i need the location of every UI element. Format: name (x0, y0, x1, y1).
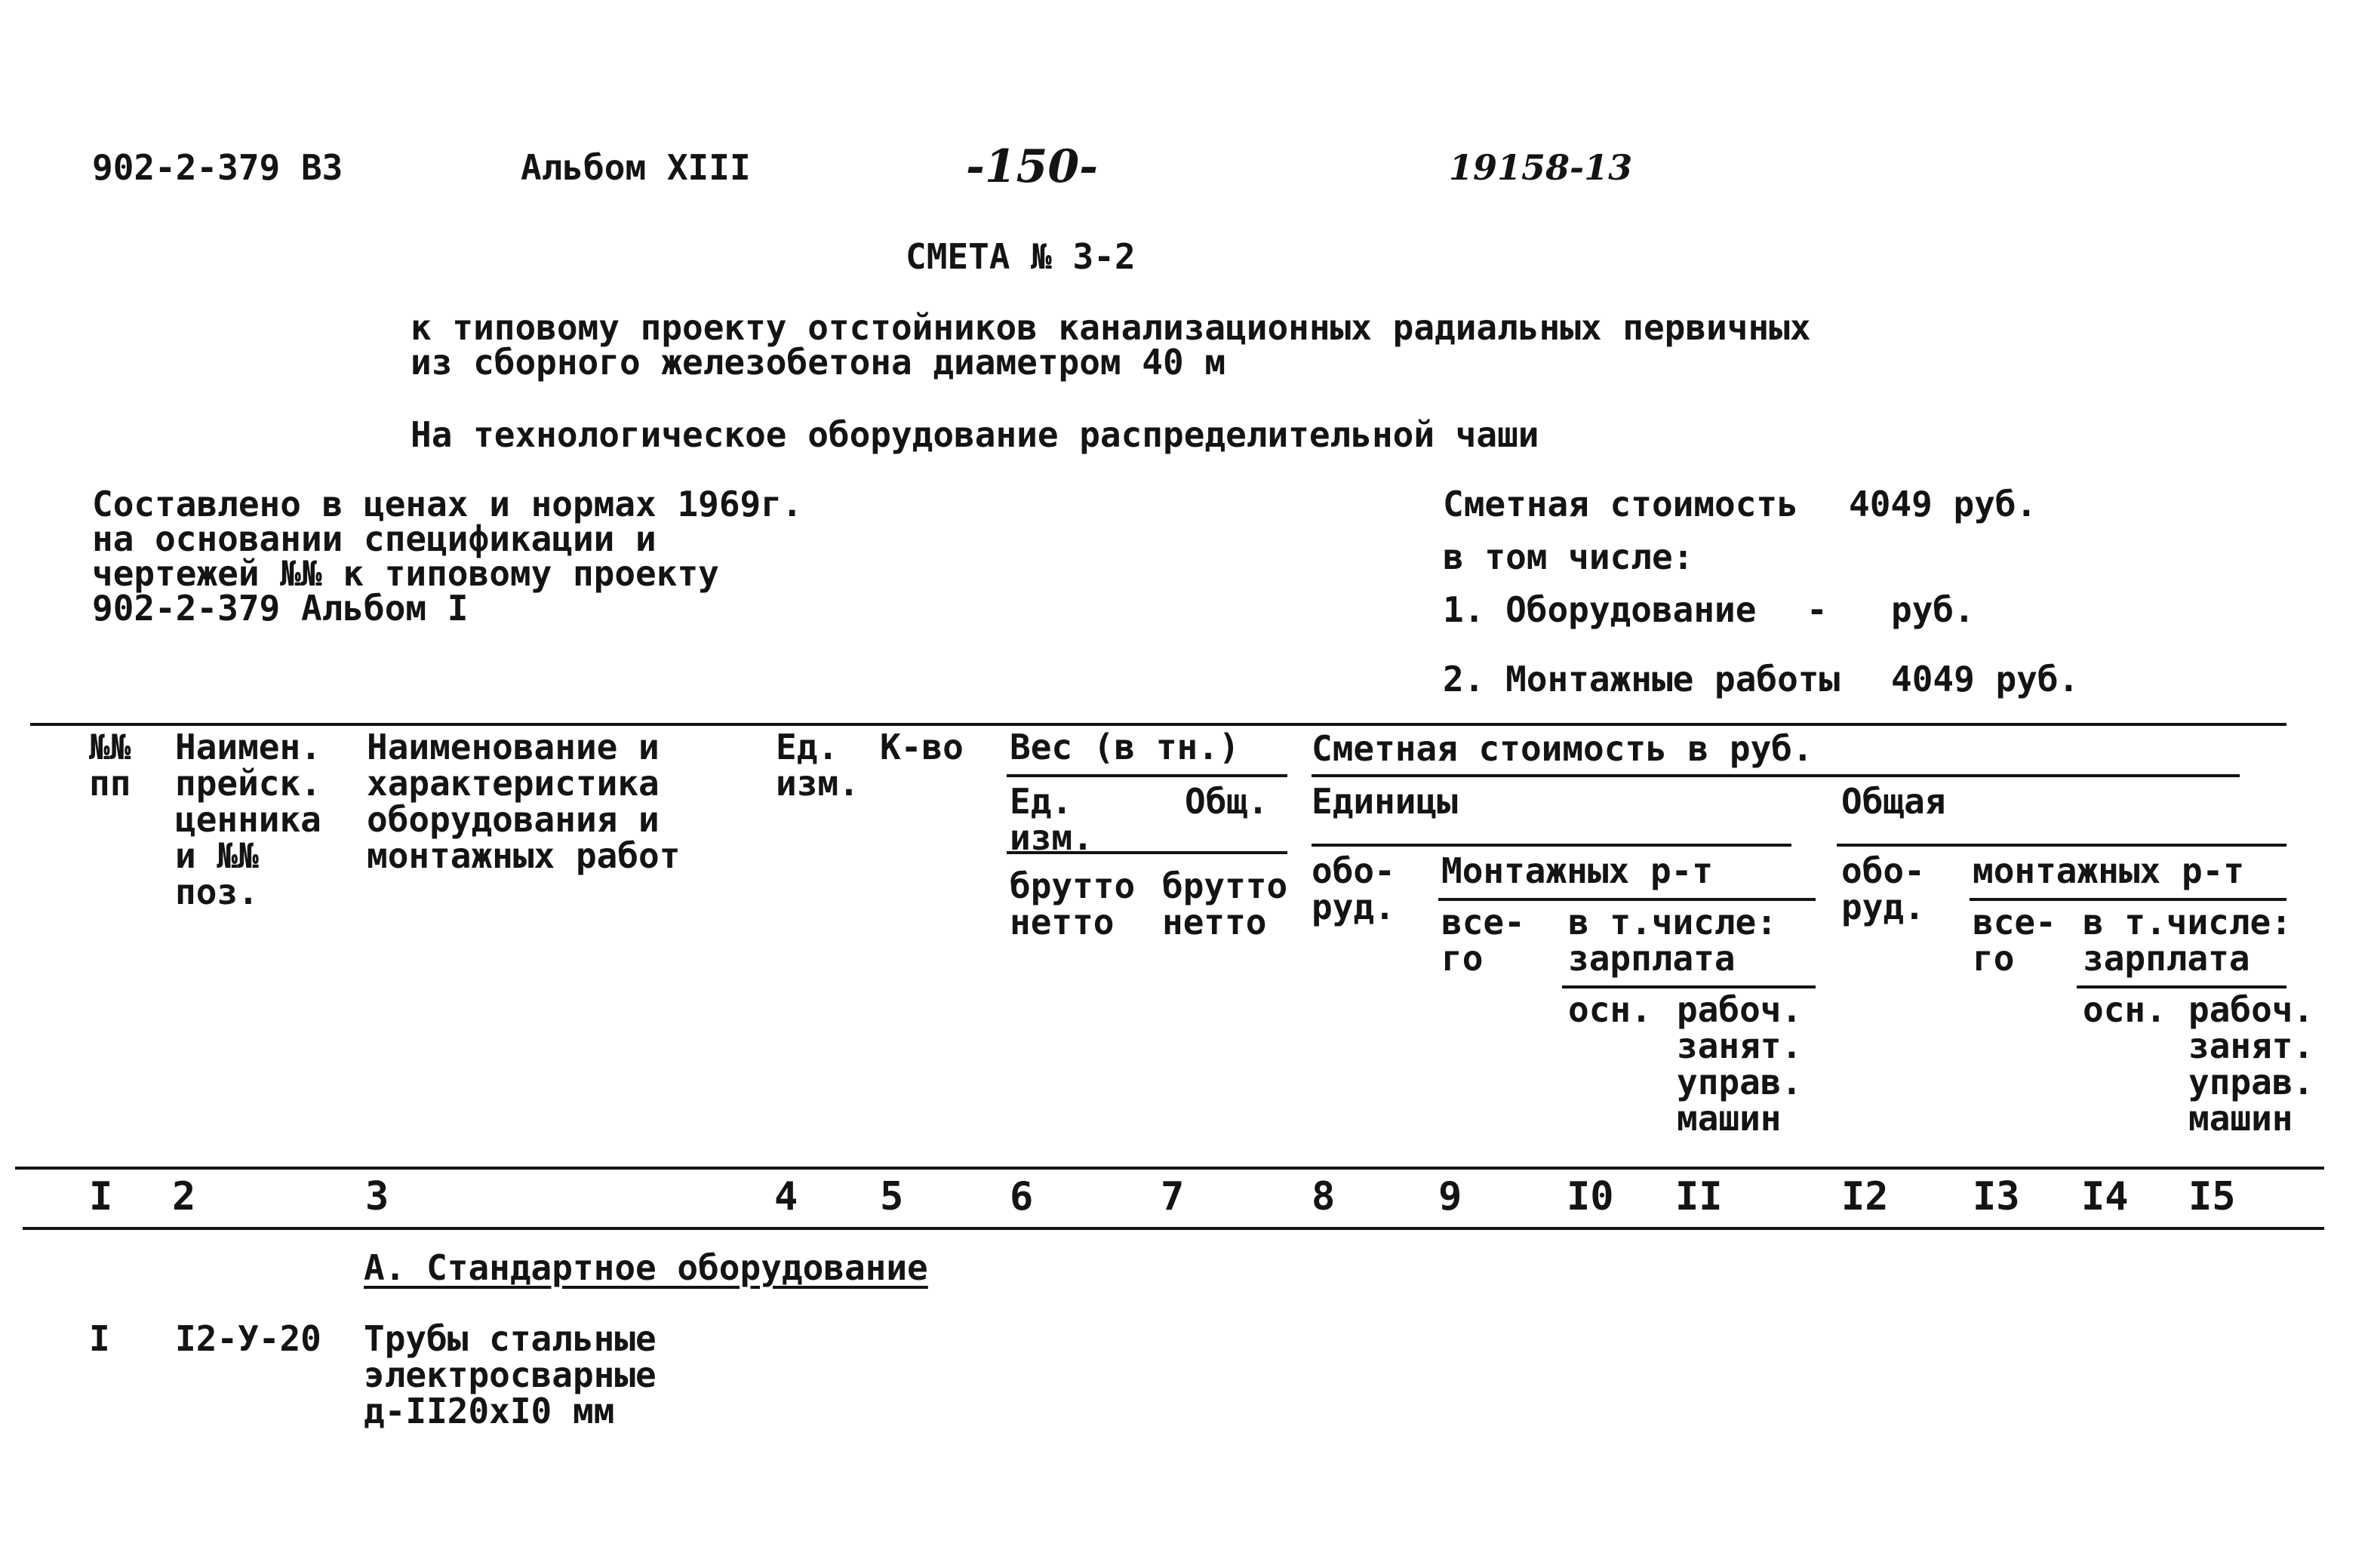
col-number-10: I0 (1567, 1174, 1614, 1219)
montazh-rule-1 (1438, 898, 1816, 901)
header-weight-unit: Ед. изм. (1010, 781, 1093, 858)
table-top-rule (30, 723, 2286, 726)
header-machine-workers-1: рабоч. занят. управ. машин (1677, 989, 1803, 1139)
col-number-3: 3 (365, 1174, 389, 1219)
col-number-7: 7 (1161, 1174, 1185, 1219)
header-bottom-rule (15, 1167, 2324, 1170)
document-code: 902-2-379 В3 (92, 147, 343, 188)
header-quantity: К-во (880, 727, 964, 767)
header-unit: Ед. изм. (776, 727, 860, 804)
installation-value: 4049 руб. (1891, 659, 2080, 699)
header-installation-1: Монтажных р-т (1441, 850, 1714, 891)
header-total-1: все- го (1441, 902, 1525, 979)
title-line-3: На технологическое оборудование распределительной чаши (411, 414, 1539, 455)
basis-line-2: на основании спецификации и (92, 518, 657, 559)
equipment-dash: - (1807, 589, 1828, 630)
col-number-14: I4 (2081, 1174, 2129, 1219)
header-basic-1: осн. (1568, 989, 1652, 1030)
col-number-11: II (1675, 1174, 1723, 1219)
header-total-2: все- го (1973, 902, 2056, 979)
edinicy-rule (1312, 844, 1791, 847)
smeta-rule (1312, 774, 2240, 777)
col-number-8: 8 (1312, 1174, 1336, 1219)
album-label: Альбом XIII (521, 147, 751, 188)
header-description: Наименование и характеристика оборудования и монтажных работ (367, 727, 681, 876)
equipment-unit: руб. (1891, 589, 1975, 630)
col-number-2: 2 (172, 1174, 196, 1219)
inventory-number: 19158-13 (1449, 147, 1633, 188)
header-equipment-2: обо- руд. (1841, 850, 1925, 927)
basis-line-4: 902-2-379 Альбом I (92, 588, 469, 629)
header-including-1: в т.числе: зарплата (1568, 902, 1777, 979)
title-line-1: к типовому проекту отстойников канализационных радиальных первичных (411, 307, 1811, 348)
header-weight: Вес (в тн.) (1010, 727, 1240, 767)
col-number-5: 5 (880, 1174, 904, 1219)
row-number: I (89, 1318, 110, 1359)
col-number-12: I2 (1841, 1174, 1889, 1219)
header-estimated-cost: Сметная стоимость в руб. (1312, 728, 1813, 769)
header-machine-workers-2: рабоч. занят. управ. машин (2188, 989, 2314, 1139)
zarplata-rule-2 (2077, 985, 2286, 988)
header-total-cost: Общая (1841, 781, 1946, 822)
cost-label: Сметная стоимость (1443, 484, 1798, 524)
header-basic-2: осн. (2083, 989, 2166, 1030)
col-number-13: I3 (1973, 1174, 2020, 1219)
zarplata-rule-1 (1562, 985, 1816, 988)
basis-line-3: чертежей №№ к типовому проекту (92, 553, 719, 594)
row-price-code: I2-У-20 (175, 1318, 321, 1359)
header-unit-cost: Единицы (1312, 781, 1458, 822)
ves-rule (1007, 774, 1287, 777)
header-price-list: Наимен. прейск. ценника и №№ поз. (175, 727, 321, 912)
equipment-label: 1. Оборудование (1443, 589, 1757, 630)
header-row-number: №№ пп (89, 727, 131, 804)
page-number: -150- (966, 140, 1099, 193)
col-number-1: I (89, 1174, 113, 1219)
header-including-2: в т.числе: зарплата (2083, 902, 2292, 979)
col-number-6: 6 (1010, 1174, 1034, 1219)
cost-total: 4049 руб. (1849, 484, 2037, 524)
numbers-bottom-rule (23, 1227, 2324, 1230)
basis-line-1: Составлено в ценах и нормах 1969г. (92, 484, 803, 524)
section-title: А. Стандартное оборудование (364, 1247, 928, 1288)
col-number-4: 4 (774, 1174, 798, 1219)
obshaya-rule (1837, 844, 2286, 847)
header-weight-total: Общ. (1185, 781, 1269, 822)
header-brutto-total: брутто нетто (1162, 865, 1288, 942)
col-number-15: I5 (2188, 1174, 2236, 1219)
header-installation-2: монтажных р-т (1973, 850, 2245, 891)
cost-including: в том числе: (1443, 537, 1694, 577)
header-equipment-1: обо- руд. (1312, 850, 1395, 927)
estimate-title: СМЕТА № 3-2 (906, 236, 1136, 277)
row-description: Трубы стальные электросварные д-II20хI0 мм (364, 1318, 657, 1431)
installation-label: 2. Монтажные работы (1443, 659, 1841, 699)
header-brutto-unit: брутто нетто (1010, 865, 1136, 942)
title-line-2: из сборного железобетона диаметром 40 м (411, 342, 1226, 383)
col-number-9: 9 (1438, 1174, 1462, 1219)
montazh-rule-2 (1970, 898, 2286, 901)
